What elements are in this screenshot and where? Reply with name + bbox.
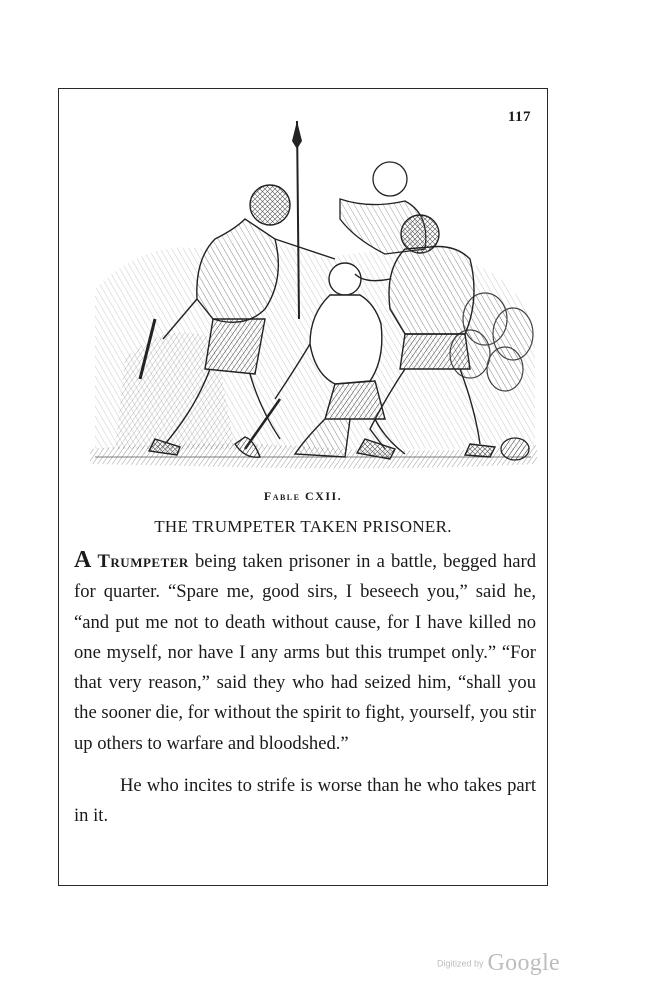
- fable-label-rest: able: [272, 489, 301, 503]
- woodcut-illustration: [85, 119, 541, 489]
- fable-moral: He who incites to strife is worse than he who takes part in it.: [74, 775, 536, 827]
- opening-word: Trumpeter: [97, 551, 189, 572]
- fable-body: [74, 547, 536, 832]
- fable-paragraph: [74, 547, 536, 759]
- paragraph-text: being taken prisoner in a battle, begged hard for quarter. “Spare me, good sirs, I beseech you,” said he, “and put me not to death without cause, for I have killed no one myself, nor have I any arms but this trumpet only.” “For that very reason,” said they who had seized him, “shall you the sooner die, for without the spirit to fight, yourself, you stir up others to warfare and bloodshed.”: [74, 551, 536, 754]
- fable-label-initial: F: [263, 489, 273, 503]
- fable-title: THE TRUMPETER TAKEN PRISONER.: [154, 517, 452, 536]
- watermark-prefix: Digitized by: [437, 958, 484, 969]
- digitized-watermark: [437, 950, 587, 990]
- google-logo: Google: [487, 950, 560, 976]
- opening-letter: A: [74, 547, 92, 573]
- fable-numeral: CXII.: [304, 489, 343, 503]
- page-number: 117: [507, 109, 531, 125]
- page-frame: [58, 88, 548, 886]
- fable-number: [59, 489, 547, 504]
